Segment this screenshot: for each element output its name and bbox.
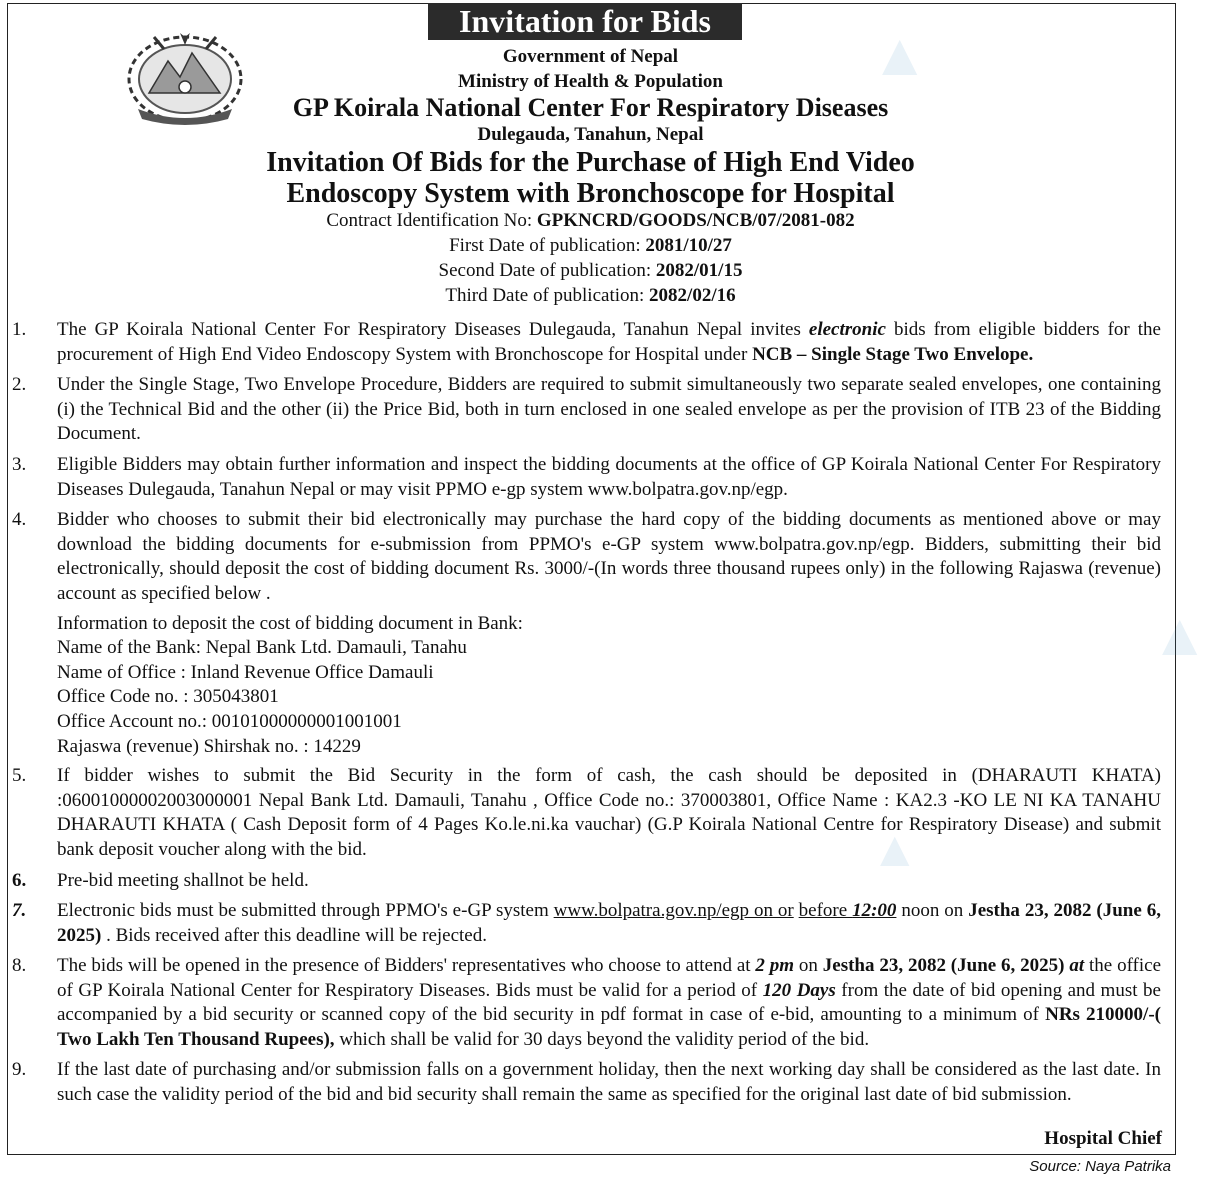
government-line: Government of Nepal	[502, 46, 679, 67]
opening-date: Jestha 23, 2082 (June 6, 2025)	[822, 955, 1065, 976]
item-number: 3.	[12, 454, 27, 475]
item-number: 4.	[12, 509, 27, 530]
clause-1-text-b: bids from eligible bidders for the procurement of High End Video Endoscopy System with Bronchoscope for Hospital under	[57, 319, 1161, 365]
clause-4: Bidder who chooses to submit their bid electronically may purchase the hard copy of the bidding documents as mentioned above or may download the bidding documents for e-submission from PPMO's e-GP system www.bolpatra.gov.np/egp. Bidders, submitting their bid electronically, should deposit the cost of bidding document Rs. 3000/-(In words three thousand rupees only) in the following Rajaswa (revenue) account as specified below .	[57, 509, 1161, 605]
submission-time: 12:00	[852, 900, 897, 921]
clause-7-text-b: . Bids received after this deadline will be rejected.	[101, 924, 487, 946]
item-number: 7.	[12, 900, 27, 921]
source-credit: Source: Naya Patrika	[1029, 1158, 1171, 1175]
clause-9: If the last date of purchasing and/or submission falls on a government holiday, then the next working day shall be considered as the last date. In such case the validity period of the bid and bid security shall remain the same as specified for the original last date of bid submission.	[57, 1059, 1161, 1105]
opening-time: 2 pm	[755, 955, 795, 976]
office-account: Office Account no.: 00101000000001001001	[57, 711, 402, 732]
bank-name: Name of the Bank: Nepal Bank Ltd. Damauli, Tanahu	[57, 637, 467, 658]
clause-1-emphasis: electronic	[808, 319, 886, 340]
contract-label: Contract Identification No:	[326, 210, 537, 231]
third-publication-date	[0, 285, 1181, 307]
clause-7	[57, 899, 1161, 948]
clause-6: Pre-bid meeting shallnot be held.	[57, 870, 309, 891]
notice-subject	[0, 147, 1181, 209]
clause-8-text-b: the office of GP Koirala National Center for Respiratory Diseases. Bids must be valid for a period of	[57, 955, 1162, 1001]
first-publication-date	[0, 235, 1181, 257]
notice-subject-line1: Invitation Of Bids for the Purchase of High End Video	[266, 147, 915, 178]
bank-info-title: Information to deposit the cost of bidding document in Bank:	[57, 613, 523, 634]
watermark-shape: ▲	[870, 821, 920, 877]
institution-address: Dulegauda, Tanahun, Nepal	[477, 124, 704, 145]
second-pub-value: 2082/01/15	[655, 260, 743, 281]
item-number: 8.	[12, 955, 27, 976]
clause-8-on: on	[794, 955, 823, 976]
bid-security-amount: NRs 210000/-( Two Lakh Ten Thousand Rupees),	[57, 1004, 1161, 1051]
watermark-shape: ▲	[870, 21, 930, 88]
third-pub-label: Third Date of publication:	[445, 285, 650, 306]
item-number: 5.	[12, 765, 27, 786]
clause-1	[57, 318, 1161, 367]
item-number: 2.	[12, 374, 27, 395]
first-pub-value: 2081/10/27	[645, 235, 732, 256]
office-code: Office Code no. : 305043801	[57, 686, 279, 707]
watermark-shape: ▲	[1150, 601, 1209, 668]
clause-8-text-d: which shall be valid for 30 days beyond the validity period of the bid.	[334, 1029, 870, 1051]
rajaswa-shirshak: Rajaswa (revenue) Shirshak no. : 14229	[57, 736, 361, 757]
item-number: 6.	[12, 870, 27, 891]
validity-period: 120 Days	[762, 979, 836, 1001]
clause-2: Under the Single Stage, Two Envelope Procedure, Bidders are required to submit simultaneously two separate sealed envelopes, one containing (i) the Technical Bid and the other (ii) the Price Bid, both in turn enclosed in one sealed envelope as per the provision of ITB 23 of the Bidding Document.	[57, 374, 1161, 445]
institution-name: GP Koirala National Center For Respiratory Diseases	[292, 93, 889, 122]
clause-1-procedure: NCB – Single Stage Two Envelope.	[752, 343, 1034, 365]
first-pub-label: First Date of publication:	[449, 235, 646, 256]
second-pub-label: Second Date of publication:	[438, 260, 656, 281]
clause-7-before: before	[798, 900, 853, 921]
signature: Hospital Chief	[1044, 1128, 1162, 1149]
clause-8-at: at	[1069, 955, 1085, 976]
contract-identification	[0, 210, 1181, 232]
clause-7-text-a: Electronic bids must be submitted through PPMO's e-GP system	[57, 900, 554, 921]
ministry-line: Ministry of Health & Population	[458, 71, 723, 92]
third-pub-value: 2082/02/16	[649, 285, 736, 306]
clause-8-text-c: from the date of bid opening and must be accompanied by a bid security or scanned copy of the bid security in pdf format in case of e-bid, amounting to a minimum of	[57, 979, 1161, 1026]
item-number: 1.	[12, 319, 27, 340]
item-number: 9.	[12, 1059, 27, 1080]
notice-subject-line2: Endoscopy System with Bronchoscope for Hospital	[286, 178, 895, 209]
clause-3: Eligible Bidders may obtain further information and inspect the bidding documents at the office of GP Koirala National Center For Respiratory Diseases Dulegauda, Tanahun Nepal or may visit PPMO e-gp system www.bolpatra.gov.np/egp.	[57, 454, 1161, 500]
egp-link[interactable]: www.bolpatra.gov.np/egp on or	[553, 900, 794, 921]
submission-deadline: Jestha 23, 2082 (June 6, 2025)	[57, 900, 1161, 946]
clause-5: If bidder wishes to submit the Bid Security in the form of cash, the cash should be deposited in (DHARAUTI KHATA) :06001000002003000001 Nepal Bank Ltd. Damauli, Tanahu , Office Code no.: 370003801, Office Name : KA2.3 -KO LE NI KA TANAHU DHARAUTI KHATA ( Cash Deposit form of 4 Pages Ko.le.ni.ka vauchar) (G.P Koirala National Centre for Respiratory Disease) and submit bank deposit voucher along with the bid.	[57, 765, 1161, 861]
clause-8-text-a: The bids will be opened in the presence of Bidders' representatives who choose to attend at	[57, 955, 756, 976]
clause-7-noon: noon on	[896, 900, 969, 921]
second-publication-date	[0, 260, 1181, 282]
page-title: Invitation for Bids	[428, 3, 742, 40]
clause-8	[57, 954, 1161, 1053]
contract-number: GPKNCRD/GOODS/NCB/07/2081-082	[536, 210, 855, 231]
office-name: Name of Office : Inland Revenue Office Damauli	[57, 662, 434, 683]
clause-1-text-a: The GP Koirala National Center For Respiratory Diseases Dulegauda, Tanahun Nepal invites	[57, 319, 809, 340]
